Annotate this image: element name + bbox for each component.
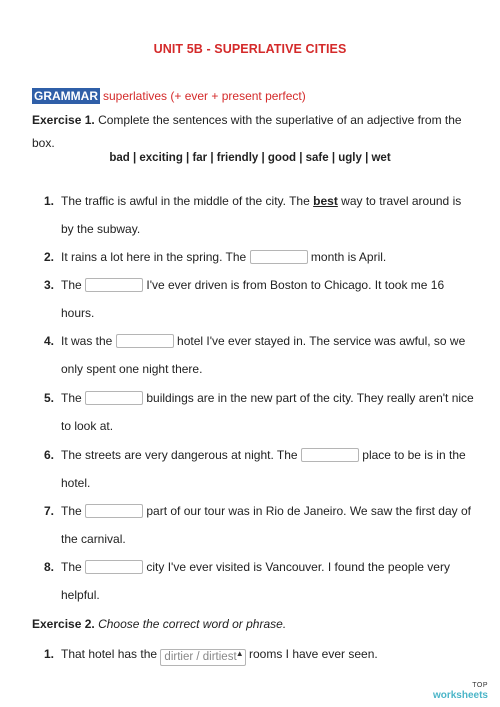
exercise1-item-7 bbox=[44, 497, 474, 553]
caret-icon: ▲ bbox=[235, 649, 244, 658]
exercise1-item-4 bbox=[44, 327, 474, 383]
grammar-badge: GRAMMAR bbox=[34, 89, 98, 103]
select-value: dirtier / dirtiest bbox=[164, 651, 237, 663]
item-text-before: That hotel has the bbox=[61, 647, 158, 661]
topworksheets-logo[interactable] bbox=[433, 681, 488, 701]
exercise1-instruction bbox=[32, 109, 462, 155]
item-text-after: month is April. bbox=[310, 250, 387, 264]
exercise1-instruction-text: Complete the sentences with the superlative of an adjective from the box. bbox=[32, 113, 462, 150]
word-box: bad | exciting | far | friendly | good | safe | ugly | wet bbox=[109, 152, 391, 164]
item-text-before: The traffic is awful in the middle of the city. The bbox=[61, 194, 310, 208]
item-number: 7. bbox=[44, 504, 55, 518]
logo-brand-text: worksheets bbox=[432, 690, 488, 701]
answer-input[interactable] bbox=[301, 448, 359, 462]
item-number: 2. bbox=[44, 250, 55, 264]
item-text-after: buildings are in the new part of the city. They really aren't nice to look at. bbox=[61, 391, 474, 433]
exercise2-item-1 bbox=[44, 640, 474, 668]
logo-top-text: TOP bbox=[472, 682, 488, 689]
exercise1-item-8 bbox=[44, 553, 474, 609]
answer-input[interactable] bbox=[85, 391, 143, 405]
item-text-before: The bbox=[61, 560, 82, 574]
exercise2-instruction-text: Choose the correct word or phrase. bbox=[98, 617, 287, 631]
grammar-description: superlatives (+ ever + present perfect) bbox=[103, 89, 306, 103]
item-text-after: way to travel around is by the subway. bbox=[61, 194, 462, 236]
exercise1-item-3 bbox=[44, 271, 474, 327]
answer-input[interactable] bbox=[85, 504, 143, 518]
item-text-before: It rains a lot here in the spring. The bbox=[61, 250, 247, 264]
exercise1-label: Exercise 1. bbox=[32, 113, 95, 127]
exercise1-item-6 bbox=[44, 441, 474, 497]
answer-input[interactable] bbox=[250, 250, 308, 264]
item-number: 4. bbox=[44, 334, 55, 348]
item-text-before: The bbox=[61, 504, 82, 518]
exercise1-item-5 bbox=[44, 384, 474, 440]
page-title: UNIT 5B - SUPERLATIVE CITIES bbox=[153, 42, 347, 56]
item-number: 5. bbox=[44, 391, 55, 405]
item-text-after: hotel I've ever stayed in. The service was awful, so we only spent one night there. bbox=[61, 334, 466, 376]
grammar-line bbox=[32, 89, 306, 103]
item-text-before: The bbox=[61, 278, 82, 292]
item-text-after: city I've ever visited is Vancouver. I found the people very helpful. bbox=[61, 560, 450, 602]
answer-input[interactable] bbox=[116, 334, 174, 348]
exercise1-item-2 bbox=[44, 243, 474, 271]
item-text-after: I've ever driven is from Boston to Chicago. It took me 16 hours. bbox=[61, 278, 445, 320]
exercise1-item-1 bbox=[44, 187, 474, 243]
item-text-before: It was the bbox=[61, 334, 113, 348]
item-text-after: part of our tour was in Rio de Janeiro. We saw the first day of the carnival. bbox=[61, 504, 471, 546]
item-number: 1. bbox=[44, 647, 55, 661]
item-number: 1. bbox=[44, 194, 55, 208]
item-text-before: The streets are very dangerous at night. The bbox=[61, 448, 298, 462]
exercise2-label: Exercise 2. bbox=[32, 617, 95, 631]
item-text-after: rooms I have ever seen. bbox=[248, 647, 378, 661]
item-text-after: place to be is in the hotel. bbox=[61, 448, 466, 490]
item-number: 6. bbox=[44, 448, 55, 462]
exercise2-instruction bbox=[32, 617, 286, 631]
item-text-before: The bbox=[61, 391, 82, 405]
answer-input[interactable] bbox=[85, 560, 143, 574]
item-number: 3. bbox=[44, 278, 55, 292]
answer-select[interactable] bbox=[160, 649, 245, 666]
answer-input[interactable] bbox=[85, 278, 143, 292]
answer-word: best bbox=[313, 194, 338, 208]
item-number: 8. bbox=[44, 560, 55, 574]
